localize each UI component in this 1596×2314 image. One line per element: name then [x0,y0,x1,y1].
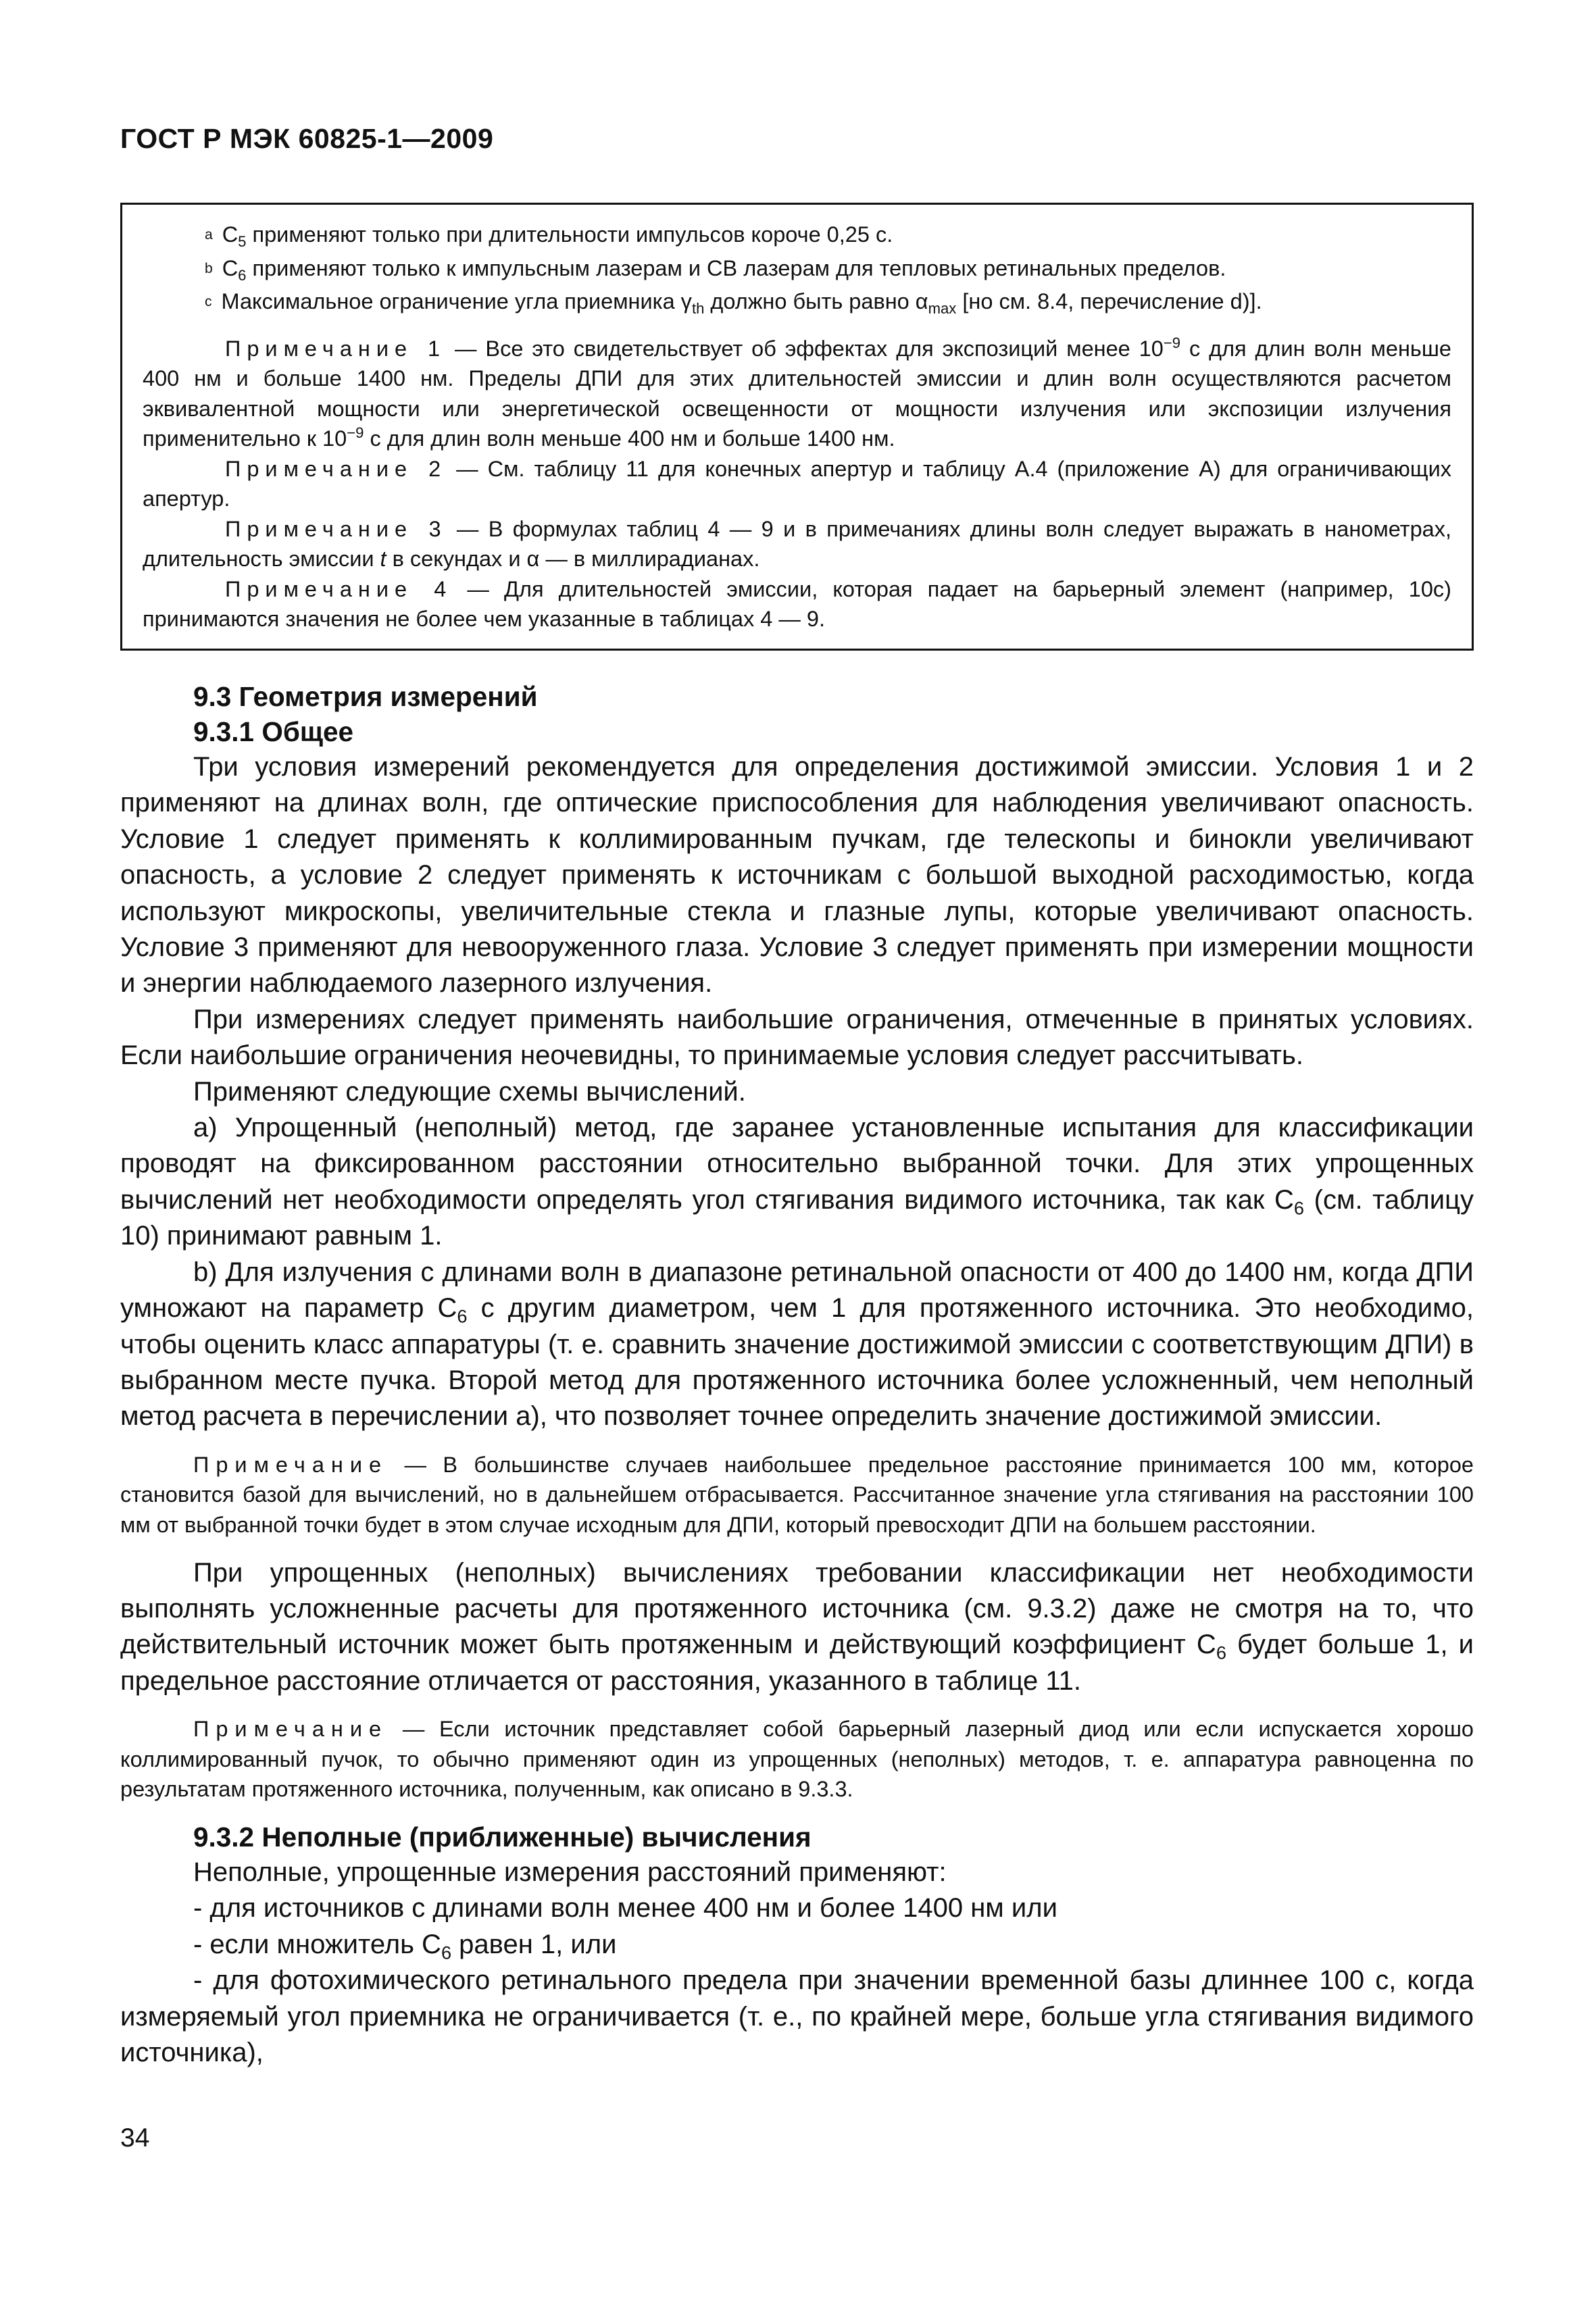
note-block [120,1450,1474,1540]
note-text: с для длин волн меньше 400 нм и больше 1400 нм. Пределы ДПИ для этих длительностей эмиссии и длин волн осуществляются расчетом эквивалентной мощности или энергетической освещенности от мощности излучения или экспозиции излучения применительно к 10 [143,336,1452,451]
superscript: −9 [347,424,364,441]
note-text: — Для длительностей эмиссии, которая падает на барьерный элемент (например, 10с) принимаются значения не более чем указанные в таблицах 4 — 9. [143,576,1451,631]
footnote-b [205,253,1451,287]
note-text: — В формулах таблиц 4 — 9 и в примечаниях длины волн следует выражать в нанометрах, длительность эмиссии [143,516,1452,571]
list-item-text: - если множитель C [193,1929,441,1959]
subscript: 6 [1216,1642,1226,1664]
note-block [120,1714,1474,1805]
note-label: Примечание [193,1717,389,1742]
subscript: 5 [238,233,247,251]
footnote-text: применяют только к импульсным лазерам и СВ лазерам для тепловых ретинальных пределов. [246,255,1226,280]
note-label: Примечание 2 [225,456,447,481]
paragraph-text: При упрощенных (неполных) вычислениях требовании классификации нет необходимости выполнять усложненные расчеты для протяженного источника (см. 9.3.2) даже не смотря на то, что действительный источник может быть протяженным и действующий коэффициент C [120,1557,1474,1660]
paragraph: Применяют следующие схемы вычислений. [193,1076,746,1107]
subscript: 6 [457,1305,468,1327]
paragraph-text: а) Упрощенный (неполный) метод, где заранее установленные испытания для классификации проводят на фиксированном расстоянии относительно выбранной точки. Для этих упрощенных вычислений нет необходимости определять угол стягивания видимого источника, так как C [120,1113,1474,1215]
subscript: max [928,300,957,318]
footnote-a [205,220,1451,253]
paragraph-b [120,1255,1474,1435]
footnote-text: C [222,255,239,280]
note-label: Примечание 3 [225,516,447,541]
document-header: ГОСТ Р МЭК 60825-1—2009 [120,123,494,154]
list-item: - для фотохимического ретинального предела при значении временной базы длиннее 100 с, когда измеряемый угол приемника не ограничивается (т. е., по крайней мере, больше угла стягивания видимого источника), [120,1965,1474,2067]
note-label: Примечание 1 [225,336,447,361]
heading-9-3-1: 9.3.1 Общее [193,716,354,747]
box-note-4 [143,574,1451,634]
note-text: — В большинстве случаев наибольшее предельное расстояние принимается 100 мм, которое становится базой для вычислений, но в дальнейшем отбрасывается. Рассчитанное значение угла стягивания на расстоянии 100 мм от выбранной точки будет в этом случае исходным для ДПИ, который превосходит ДПИ на большем расстоянии. [120,1452,1474,1537]
footnote-c [205,286,1451,320]
note-text: — Все это свидетельствует об эффектах для экспозиций менее 10 [446,336,1164,361]
paragraph: При измерениях следует применять наибольшие ограничения, отмеченные в принятых условиях. Если наибольшие ограничения неочевидны, то принимаемые условия следует рассчитывать. [120,1004,1474,1071]
box-note-2 [143,454,1451,514]
paragraph-text: (см. таблицу 10) принимают равным 1. [120,1184,1474,1251]
paragraph-text: будет больше 1, и предельное расстояние отличается от расстояния, указанного в таблице 11. [120,1630,1474,1696]
box-note-1 [143,334,1451,454]
note-text: с для длин волн меньше 400 нм и больше 1400 нм. [364,426,895,451]
footnote-mark: b [205,260,213,276]
paragraph: Три условия измерений рекомендуется для определения достижимой эмиссии. Условия 1 и 2 применяют на длинах волн, где оптические приспособления для наблюдения увеличивают опасность. Условие 1 следует применять к коллимированным пучкам, где телескопы и бинокли увеличивают опасность, а условие 2 следует применять к источникам с большой выходной расходимостью, когда используют микроскопы, увеличительные стекла и глазные лупы, которые увеличивают опасность. Условие 3 применяют для невооруженного глаза. Условие 3 следует применять при измерении мощности и энергии наблюдаемого лазерного излучения. [120,752,1474,999]
subscript: 6 [441,1942,452,1963]
page-number: 34 [120,2123,150,2153]
paragraph: Неполные, упрощенные измерения расстояний применяют: [193,1857,947,1887]
footnote-text: применяют только при длительности импульсов короче 0,25 с. [246,222,893,247]
subscript: th [691,300,705,318]
note-label: Примечание [193,1452,389,1477]
paragraph-a [120,1110,1474,1255]
list-item: - для источников с длинами волн менее 400 нм и более 1400 нм или [193,1893,1057,1923]
subscript: 6 [238,266,247,284]
note-text: — Если источник представляет собой барьерный лазерный диод или если испускается хорошо коллимированный пучок, то обычно применяют один из упрощенных (неполных) методов, т. е. аппаратура равноценна по результатам протяженного источника, полученным, как описано в 9.3.3. [120,1717,1474,1802]
main-content [120,679,1474,2071]
footnote-text: C [222,222,239,247]
superscript: −9 [1163,334,1181,351]
footnote-text: должно быть равно α [704,289,928,313]
heading-9-3-2: 9.3.2 Неполные (приближенные) вычисления [193,1821,812,1853]
note-label: Примечание 4 [225,576,453,601]
list-item [120,1927,1474,1963]
box-note-3 [143,514,1451,574]
footnote-mark: a [205,227,213,243]
note-text: — См. таблицу 11 для конечных апертур и таблицу А.4 (приложение А) для ограничивающих апертур. [143,456,1451,511]
note-text: в секундах и α — в миллирадианах. [386,547,760,571]
footnote-text: Максимальное ограничение угла приемника γ [221,289,692,313]
footnote-mark: c [205,294,212,309]
paragraph-text: b) Для излучения с длинами волн в диапазоне ретинальной опасности от 400 до 1400 нм, когда ДПИ умножают на параметр C [120,1257,1474,1324]
paragraph [120,1555,1474,1700]
list-item-text: равен 1, или [451,1929,617,1959]
table-footnotes-box [120,203,1474,651]
variable-t: t [380,547,386,571]
subscript: 6 [1293,1197,1304,1219]
footnote-text: [но см. 8.4, перечисление d)]. [956,289,1262,313]
paragraph-text: с другим диаметром, чем 1 для протяженного источника. Это необходимо, чтобы оценить класс аппаратуры (т. е. сравнить значение достижимой эмиссии с соответствующим ДПИ) в выбранном месте пучка. Второй метод для протяженного источника более усложненный, чем неполный метод расчета в перечислении а), что позволяет точнее определить значение достижимой эмиссии. [120,1293,1474,1432]
heading-9-3: 9.3 Геометрия измерений [193,681,538,712]
